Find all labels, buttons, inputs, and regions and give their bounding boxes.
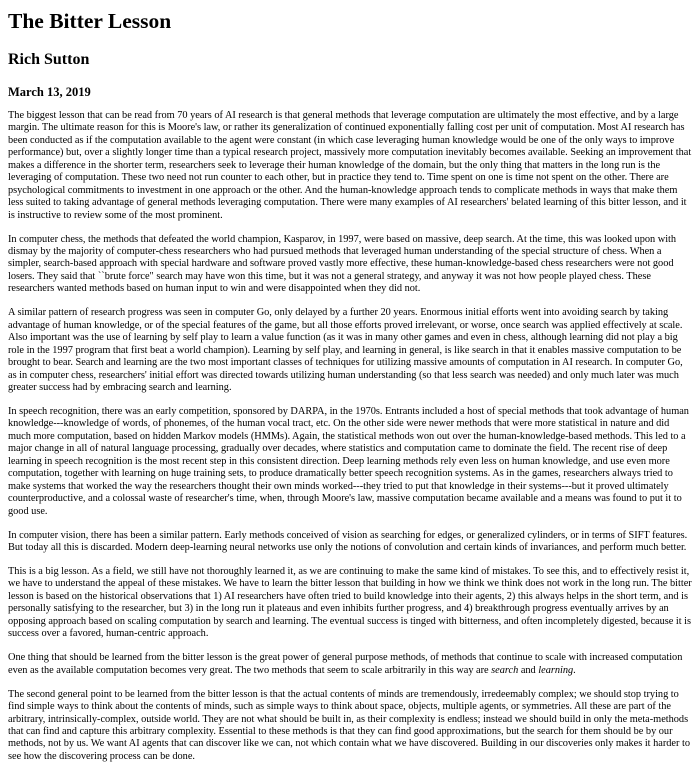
text-segment: .: [573, 664, 576, 676]
text-segment: and: [518, 664, 539, 676]
emphasis-search: search: [491, 664, 519, 676]
paragraph-speech: In speech recognition, there was an early competition, sponsored by DARPA, in the 1970s. Entrants included a host of special methods that took advantage of human knowledge---knowledge of words, of phonemes, of the human vocal tract, etc. On the other side were newer methods that were more statistical in nature and did much more computation, based on hidden Markov models (HMMs). Again, the statistical methods won out over the human-knowledge-based methods. This led to a major change in all of natural language processing, gradually over decades, where statistics and computation came to dominate the field. The recent rise of deep learning in speech recognition is the most recent step in this consistent direction. Deep learning methods rely even less on human knowledge, and use even more computation, together with learning on huge training sets, to produce dramatically better speech recognition systems. As in the games, researchers always tried to make systems that worked the way the researchers thought their own minds worked---they tried to put that knowledge in their systems---but it proved ultimately counterproductive, and a colossal waste of researcher's time, when, through Moore's law, massive computation became available and a means was found to put it to good use.: [8, 406, 689, 517]
text-segment: One thing that should be learned from the bitter lesson is the great power of general purpose methods, of methods that continue to scale with increased computation even as the available computation becomes very great. The two methods that seem to scale arbitrarily in this way are: [8, 652, 683, 676]
article-author: Rich Sutton: [8, 51, 90, 68]
article-title: The Bitter Lesson: [8, 9, 172, 33]
paragraph-go: A similar pattern of research progress was seen in computer Go, only delayed by a further 20 years. Enormous initial efforts went into avoiding search by taking advantage of human knowledge, or of the special features of the game, but all those efforts proved irrelevant, or worse, once search was applied effectively at scale. Also important was the use of learning by self play to learn a value function (as it was in many other games and even in chess, although learning did not play a big role in the 1997 program that first beat a world champion). Learning by self play, and learning in general, is like search in that it enables massive computation to be brought to bear. Search and learning are the two most important classes of techniques for utilizing massive amounts of computation in AI research. In computer Go, as in computer chess, researchers' initial effort was directed towards utilizing human understanding (so that less search was needed) and only much later was much greater success had by embracing search and learning.: [8, 307, 683, 394]
emphasis-learning: learning: [538, 664, 574, 676]
article-date: March 13, 2019: [8, 85, 91, 99]
paragraph-general-methods: [8, 652, 692, 677]
paragraph-intro: The biggest lesson that can be read from 70 years of AI research is that general methods that leverage computation are ultimately the most effective, and by a large margin. The ultimate reason for this is Moore's law, or rather its generalization of continued exponentially falling cost per unit of computation. Most AI research has been conducted as if the computation available to the agent were constant (in which case leveraging human knowledge would be one of the only ways to improve performance) but, over a slightly longer time than a typical research project, massively more computation inevitably becomes available. Seeking an improvement that makes a difference in the shorter term, researchers seek to leverage their human knowledge of the domain, but the only thing that matters in the long run is the leveraging of computation. These two need not run counter to each other, but in practice they tend to. Time spent on one is time not spent on the other. There are psychological commitments to investment in one approach or the other. And the human-knowledge approach tends to complicate methods in ways that make them less suited to taking advantage of general methods leveraging computation. There were many examples of AI researchers' belated learning of this bitter lesson, and it is instructive to review some of the most prominent.: [8, 110, 692, 221]
paragraph-contents-of-minds: The second general point to be learned from the bitter lesson is that the actual contents of minds are tremendously, irredeemably complex; we should stop trying to find simple ways to think about the contents of minds, such as simple ways to think about space, objects, multiple agents, or symmetries. All these are part of the arbitrary, intrinsically-complex, outside world. They are not what should be built in, as their complexity is endless; instead we should build in only the meta-methods that can find and capture this arbitrary complexity. Essential to these methods is that they can find good approximations, but the search for them should be by our methods, not by us. We want AI agents that can discover like we can, not which contain what we have discovered. Building in our discoveries only makes it harder to see how the discovering process can be done.: [8, 688, 690, 762]
paragraph-vision: In computer vision, there has been a similar pattern. Early methods conceived of vision as searching for edges, or generalized cylinders, or in terms of SIFT features. But today all this is discarded. Modern deep-learning neural networks use only the notions of convolution and certain kinds of invariances, and perform much better.: [8, 529, 688, 554]
paragraph-chess: In computer chess, the methods that defeated the world champion, Kasparov, in 1997, were based on massive, deep search. At the time, this was looked upon with dismay by the majority of computer-chess researchers who had pursued methods that leveraged human understanding of the special structure of chess. When a simpler, search-based approach with special hardware and software proved vastly more effective, these human-knowledge-based chess researchers were not good losers. They said that ``brute force" search may have won this time, but it was not a general strategy, and anyway it was not how people played chess. These researchers wanted methods based on human input to win and were disappointed when they did not.: [8, 233, 677, 295]
paragraph-big-lesson: This is a big lesson. As a field, we still have not thoroughly learned it, as we are continuing to make the same kind of mistakes. To see this, and to effectively resist it, we have to understand the appeal of these mistakes. We have to learn the bitter lesson that building in how we think we think does not work in the long run. The bitter lesson is based on the historical observations that 1) AI researchers have often tried to build knowledge into their agents, 2) this always helps in the short term, and is personally satisfying to the researcher, but 3) in the long run it plateaus and even inhibits further progress, and 4) breakthrough progress eventually arrives by an opposing approach based on scaling computation by search and learning. The eventual success is tinged with bitterness, and often incompletely digested, because it is success over a favored, human-centric approach.: [8, 566, 692, 640]
